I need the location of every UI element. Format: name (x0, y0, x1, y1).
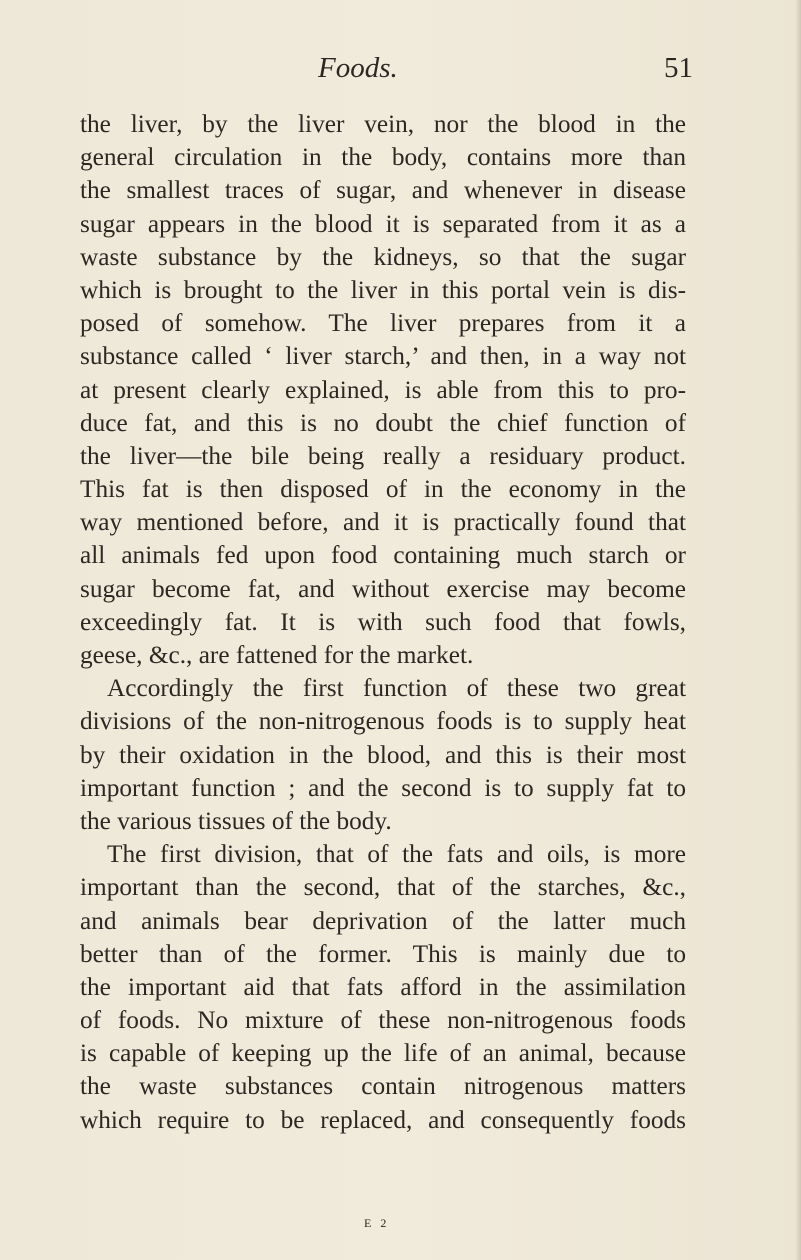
page-edge-shadow (795, 0, 801, 1260)
text-line: the important aid that fats afford in the assimilation (80, 972, 686, 1001)
text-line: and animals bear deprivation of the latter much (80, 906, 686, 935)
text-line: is capable of keeping up the life of an animal, because (80, 1039, 686, 1068)
text-line: posed of somehow. The liver prepares from it a (80, 309, 686, 338)
text-line: at present clearly explained, is able from this to pro- (80, 375, 686, 404)
text-line: geese, &c., are fattened for the market. (80, 641, 474, 669)
text-line: important function ; and the second is to supply fat to (80, 773, 686, 802)
text-line: which require to be replaced, and consequently foods (80, 1105, 686, 1134)
text-line: Accordingly the first function of these two great (107, 674, 686, 703)
text-line: general circulation in the body, contains more than (80, 143, 686, 172)
paragraph-2 (80, 672, 686, 838)
paragraph-3 (80, 838, 686, 1137)
text-line: exceedingly fat. It is with such food that fowls, (80, 607, 686, 636)
text-line: sugar appears in the blood it is separated from it as a (80, 209, 686, 238)
text-line: by their oxidation in the blood, and this is their most (80, 740, 686, 769)
text-line: the liver—the bile being really a residuary product. (80, 441, 686, 470)
text-line: the smallest traces of sugar, and whenever in disease (80, 176, 686, 205)
running-title: Foods. (318, 52, 398, 84)
text-line: the various tissues of the body. (80, 806, 392, 835)
text-line: duce fat, and this is no doubt the chief function of (80, 408, 686, 437)
text-line: divisions of the non-nitrogenous foods is to supply heat (80, 707, 686, 736)
text-line: way mentioned before, and it is practically found that (80, 508, 686, 537)
text-line: of foods. No mixture of these non-nitrogenous foods (80, 1006, 686, 1035)
text-line: all animals fed upon food containing much starch or (80, 541, 686, 570)
paragraph-1 (80, 108, 686, 672)
page-header (0, 52, 801, 92)
text-line: the waste substances contain nitrogenous matters (80, 1072, 686, 1101)
text-line: substance called ‘ liver starch,’ and then, in a way not (80, 342, 686, 371)
text-line: sugar become fat, and without exercise may become (80, 574, 686, 603)
text-line: waste substance by the kidneys, so that the sugar (80, 242, 686, 271)
page-number: 51 (664, 52, 693, 84)
body-text (80, 108, 686, 1137)
text-line: better than of the former. This is mainly due to (80, 939, 686, 968)
text-line: important than the second, that of the starches, &c., (80, 873, 686, 902)
text-line: The first division, that of the fats and oils, is more (107, 840, 686, 869)
text-line: which is brought to the liver in this portal vein is dis- (80, 275, 686, 304)
text-line: This fat is then disposed of in the economy in the (80, 475, 686, 504)
text-line: the liver, by the liver vein, nor the blood in the (80, 110, 686, 138)
signature-mark: E 2 (364, 1216, 390, 1230)
